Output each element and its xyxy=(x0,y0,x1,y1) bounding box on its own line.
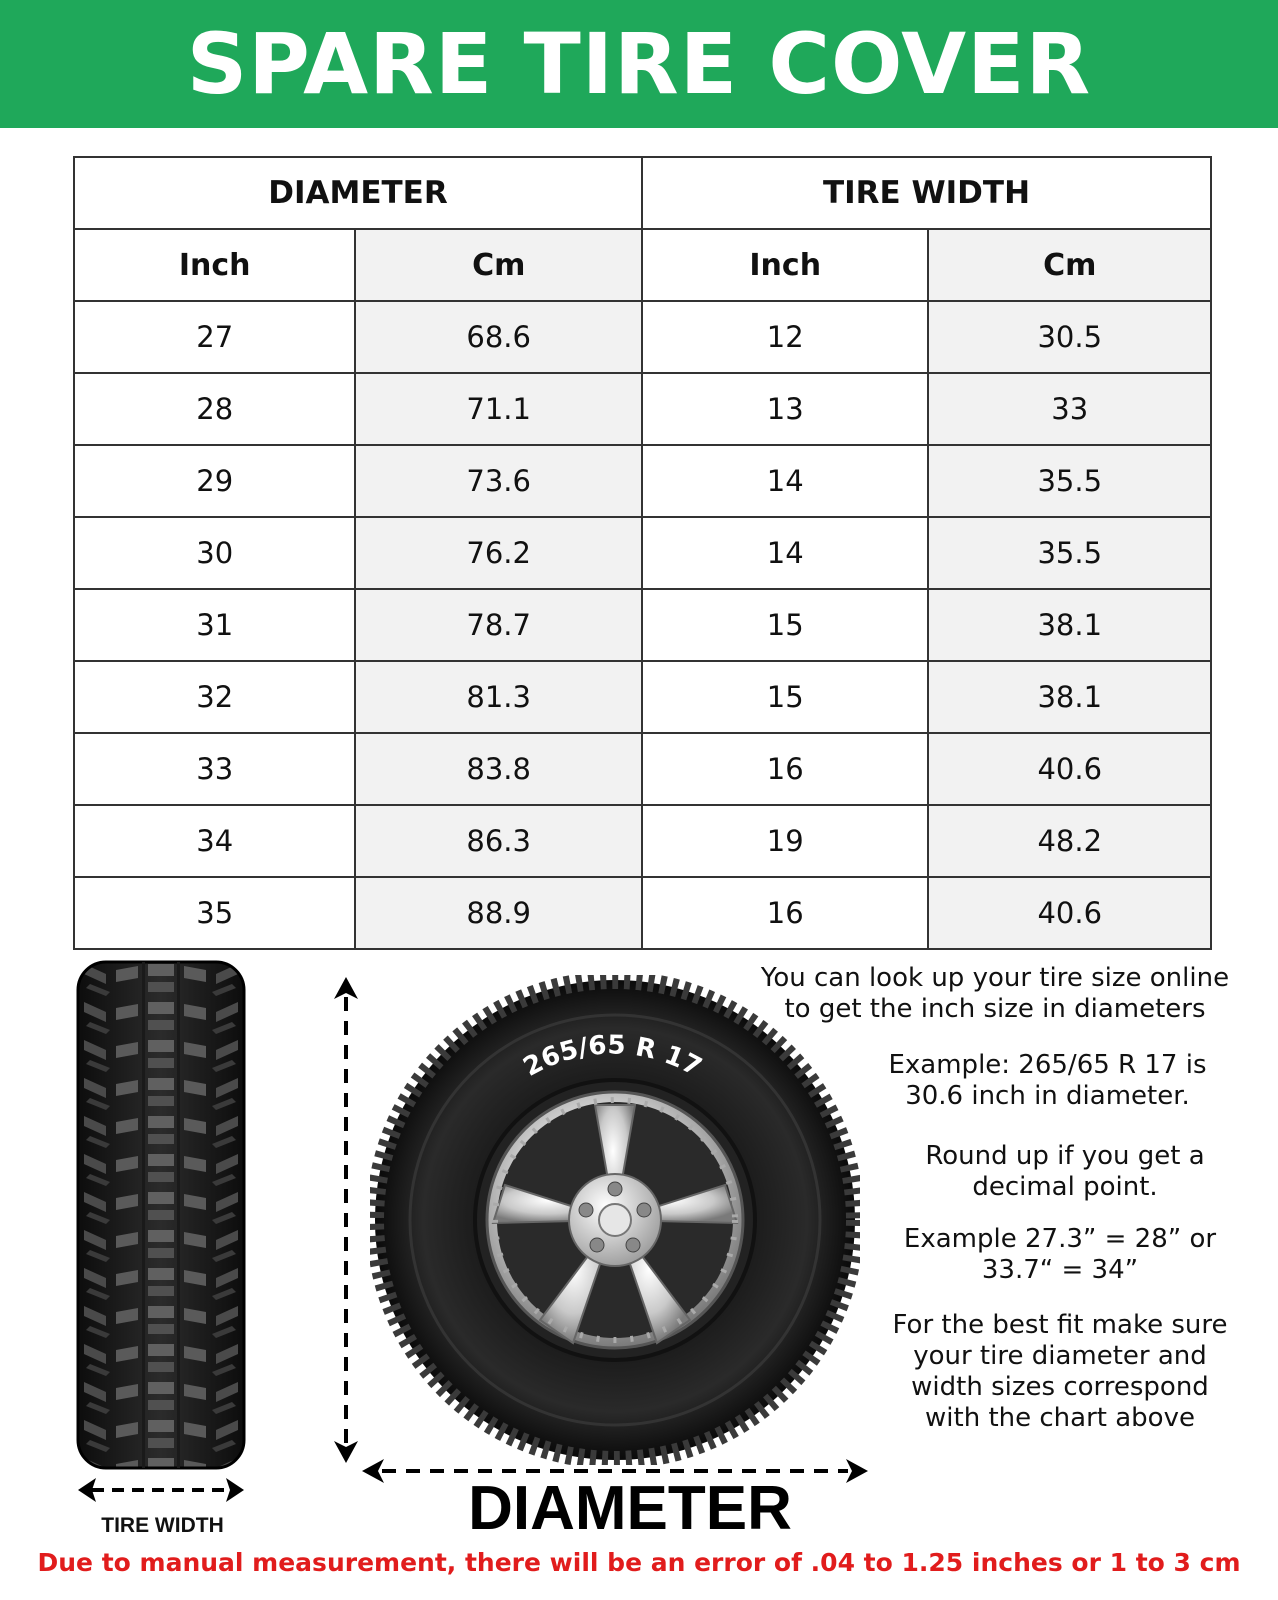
info-lookup xyxy=(735,963,1255,1025)
diameter-header: DIAMETER xyxy=(74,157,642,229)
table-row xyxy=(74,661,1211,733)
diameter-cm-cell: 81.3 xyxy=(355,661,642,733)
width-cm-header: Cm xyxy=(928,229,1211,301)
info-line: width sizes correspond xyxy=(911,1372,1209,1402)
info-line: with the chart above xyxy=(925,1403,1195,1433)
info-line: Example 27.3” = 28” or xyxy=(903,1224,1217,1254)
diameter-inch-cell: 28 xyxy=(74,373,355,445)
tire-width-header: TIRE WIDTH xyxy=(642,157,1211,229)
diameter-inch-cell: 33 xyxy=(74,733,355,805)
table-row xyxy=(74,877,1211,949)
width-cm-cell: 40.6 xyxy=(928,733,1211,805)
title-banner xyxy=(0,0,1278,128)
table-row xyxy=(74,301,1211,373)
diameter-cm-cell: 71.1 xyxy=(355,373,642,445)
width-inch-cell: 19 xyxy=(642,805,929,877)
info-round-up xyxy=(895,1141,1235,1203)
table-row xyxy=(74,805,1211,877)
diameter-inch-cell: 29 xyxy=(74,445,355,517)
diameter-cm-cell: 73.6 xyxy=(355,445,642,517)
info-example-2 xyxy=(880,1224,1240,1286)
info-line: You can look up your tire size online xyxy=(760,963,1230,993)
diameter-label: DIAMETER xyxy=(468,1474,792,1543)
info-line: your tire diameter and xyxy=(913,1341,1207,1371)
width-inch-cell: 13 xyxy=(642,373,929,445)
width-cm-cell: 40.6 xyxy=(928,877,1211,949)
width-inch-header: Inch xyxy=(642,229,929,301)
info-line: decimal point. xyxy=(972,1172,1158,1202)
table-row xyxy=(74,517,1211,589)
page-title: SPARE TIRE COVER xyxy=(186,15,1092,113)
diameter-cm-cell: 68.6 xyxy=(355,301,642,373)
width-inch-cell: 14 xyxy=(642,517,929,589)
width-inch-cell: 16 xyxy=(642,733,929,805)
diameter-cm-cell: 88.9 xyxy=(355,877,642,949)
tire-width-arrow xyxy=(76,1472,246,1508)
table-row xyxy=(74,445,1211,517)
table-row xyxy=(74,733,1211,805)
diameter-inch-header: Inch xyxy=(74,229,355,301)
tire-wheel-image xyxy=(370,975,860,1465)
diameter-cm-header: Cm xyxy=(355,229,642,301)
diameter-inch-cell: 30 xyxy=(74,517,355,589)
diameter-vertical-arrow xyxy=(330,975,362,1465)
diameter-cm-cell: 76.2 xyxy=(355,517,642,589)
table-row xyxy=(74,373,1211,445)
table-sub-header-row xyxy=(74,229,1211,301)
diameter-inch-cell: 34 xyxy=(74,805,355,877)
size-chart-table xyxy=(73,156,1212,950)
info-line: Example: 265/65 R 17 is xyxy=(888,1050,1207,1080)
width-inch-cell: 15 xyxy=(642,661,929,733)
diameter-cm-cell: 86.3 xyxy=(355,805,642,877)
width-cm-cell: 48.2 xyxy=(928,805,1211,877)
diameter-inch-cell: 27 xyxy=(74,301,355,373)
width-cm-cell: 33 xyxy=(928,373,1211,445)
table-row xyxy=(74,589,1211,661)
table-group-header-row xyxy=(74,157,1211,229)
diameter-cm-cell: 78.7 xyxy=(355,589,642,661)
width-inch-cell: 14 xyxy=(642,445,929,517)
info-line: Round up if you get a xyxy=(925,1141,1205,1171)
tire-sidewall-text: 265/65 R 17 xyxy=(518,1030,707,1083)
info-example-1 xyxy=(870,1050,1225,1112)
tire-width-label: TIRE WIDTH xyxy=(101,1514,224,1537)
width-cm-cell: 35.5 xyxy=(928,517,1211,589)
info-best-fit xyxy=(880,1310,1240,1434)
width-inch-cell: 15 xyxy=(642,589,929,661)
measurement-disclaimer: Due to manual measurement, there will be an error of .04 to 1.25 inches or 1 to 3 cm xyxy=(37,1548,1241,1577)
diameter-inch-cell: 35 xyxy=(74,877,355,949)
width-cm-cell: 38.1 xyxy=(928,661,1211,733)
diameter-inch-cell: 32 xyxy=(74,661,355,733)
width-inch-cell: 12 xyxy=(642,301,929,373)
width-cm-cell: 30.5 xyxy=(928,301,1211,373)
tire-tread-image xyxy=(76,960,246,1470)
diameter-inch-cell: 31 xyxy=(74,589,355,661)
width-cm-cell: 38.1 xyxy=(928,589,1211,661)
info-line: 30.6 inch in diameter. xyxy=(905,1081,1190,1111)
info-line: For the best fit make sure xyxy=(892,1310,1228,1340)
width-cm-cell: 35.5 xyxy=(928,445,1211,517)
info-line: 33.7“ = 34” xyxy=(981,1255,1139,1285)
info-line: to get the inch size in diameters xyxy=(784,994,1206,1024)
width-inch-cell: 16 xyxy=(642,877,929,949)
diameter-cm-cell: 83.8 xyxy=(355,733,642,805)
